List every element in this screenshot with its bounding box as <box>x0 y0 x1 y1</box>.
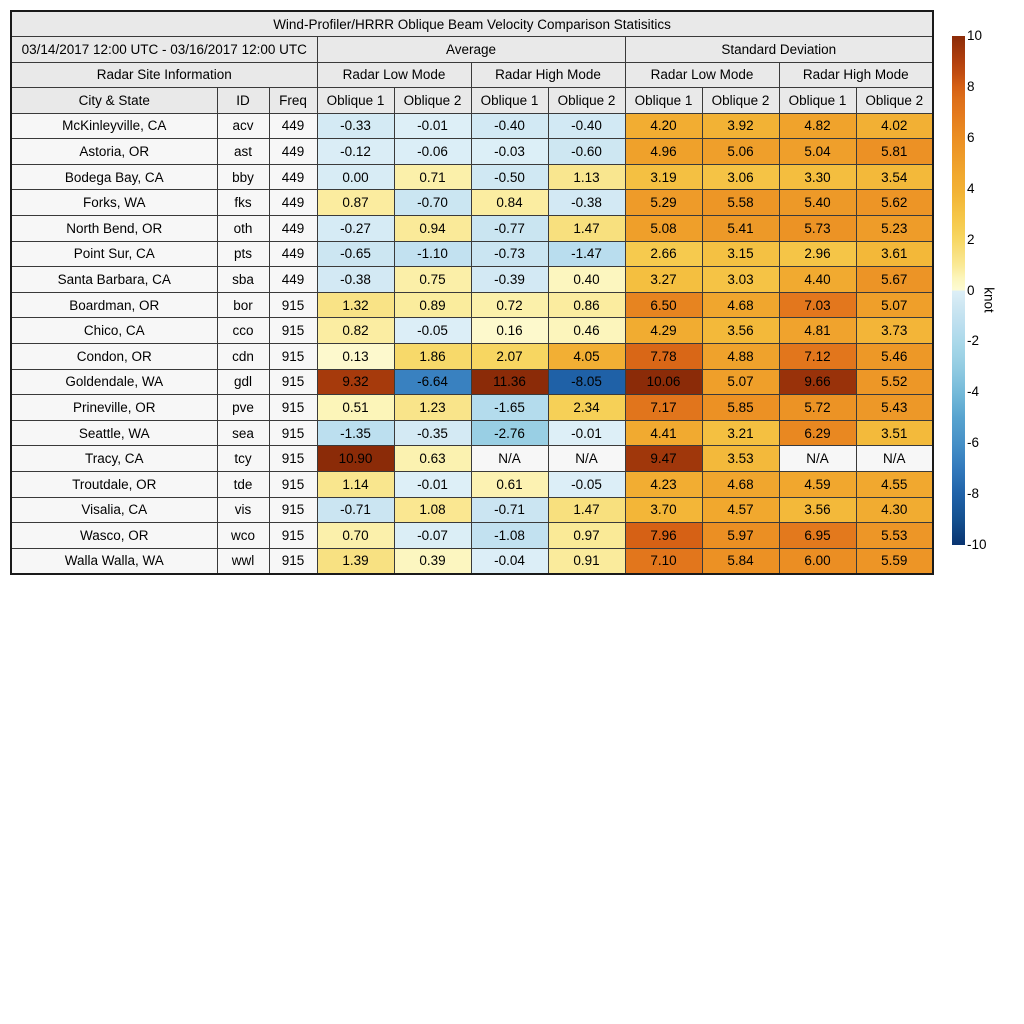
value-cell: 1.47 <box>548 497 625 523</box>
value-cell: 5.58 <box>702 190 779 216</box>
value-cell: 1.47 <box>548 215 625 241</box>
table-row <box>11 343 933 369</box>
value-cell: -0.04 <box>471 548 548 574</box>
value-cell: -0.33 <box>317 113 394 139</box>
colorbar-unit-label: knot <box>981 287 997 313</box>
value-cell: 0.91 <box>548 548 625 574</box>
value-cell: 1.32 <box>317 292 394 318</box>
value-cell: 4.81 <box>779 318 856 344</box>
std-dev-group-header: Standard Deviation <box>625 37 933 63</box>
value-cell: 0.82 <box>317 318 394 344</box>
value-cell: 7.17 <box>625 395 702 421</box>
id-cell: wco <box>217 523 269 549</box>
value-cell: 3.27 <box>625 267 702 293</box>
value-cell: N/A <box>779 446 856 472</box>
value-cell: 0.94 <box>394 215 471 241</box>
city-cell: Prineville, OR <box>11 395 217 421</box>
value-cell: 9.66 <box>779 369 856 395</box>
colorbar-tick-label: -10 <box>967 537 987 552</box>
value-cell: -0.01 <box>394 472 471 498</box>
value-cell: 0.40 <box>548 267 625 293</box>
id-cell: tcy <box>217 446 269 472</box>
value-cell: 0.46 <box>548 318 625 344</box>
value-cell: 0.84 <box>471 190 548 216</box>
value-cell: 2.96 <box>779 241 856 267</box>
value-cell: 3.21 <box>702 420 779 446</box>
freq-cell: 449 <box>269 241 317 267</box>
table-row <box>11 548 933 574</box>
value-cell: 5.53 <box>856 523 933 549</box>
value-cell: 1.86 <box>394 343 471 369</box>
colorbar-tick-label: 8 <box>967 78 975 94</box>
id-cell: fks <box>217 190 269 216</box>
col-header-oblique1: Oblique 1 <box>779 88 856 114</box>
value-cell: 1.39 <box>317 548 394 574</box>
table-title: Wind-Profiler/HRRR Oblique Beam Velocity Comparison Statisitics <box>11 11 933 37</box>
freq-cell: 915 <box>269 497 317 523</box>
colorbar-tick-label: -6 <box>967 435 980 451</box>
value-cell: -0.38 <box>317 267 394 293</box>
freq-cell: 915 <box>269 318 317 344</box>
colorbar-tick-label: 4 <box>967 180 975 196</box>
value-cell: 10.90 <box>317 446 394 472</box>
value-cell: 4.02 <box>856 113 933 139</box>
table-row <box>11 446 933 472</box>
table-row <box>11 420 933 446</box>
value-cell: -0.60 <box>548 139 625 165</box>
freq-cell: 449 <box>269 190 317 216</box>
value-cell: 3.54 <box>856 164 933 190</box>
value-cell: 4.68 <box>702 292 779 318</box>
city-cell: Visalia, CA <box>11 497 217 523</box>
value-cell: 7.96 <box>625 523 702 549</box>
table-row <box>11 395 933 421</box>
freq-cell: 915 <box>269 420 317 446</box>
value-cell: 4.20 <box>625 113 702 139</box>
value-cell: 0.75 <box>394 267 471 293</box>
city-cell: Boardman, OR <box>11 292 217 318</box>
city-cell: Bodega Bay, CA <box>11 164 217 190</box>
freq-cell: 915 <box>269 523 317 549</box>
city-cell: Goldendale, WA <box>11 369 217 395</box>
value-cell: -0.01 <box>394 113 471 139</box>
value-cell: 4.82 <box>779 113 856 139</box>
table-row <box>11 497 933 523</box>
city-cell: Santa Barbara, CA <box>11 267 217 293</box>
value-cell: -0.01 <box>548 420 625 446</box>
value-cell: 5.67 <box>856 267 933 293</box>
value-cell: -0.06 <box>394 139 471 165</box>
value-cell: 0.13 <box>317 343 394 369</box>
value-cell: -1.10 <box>394 241 471 267</box>
value-cell: 4.29 <box>625 318 702 344</box>
id-cell: bby <box>217 164 269 190</box>
value-cell: 4.68 <box>702 472 779 498</box>
value-cell: -2.76 <box>471 420 548 446</box>
value-cell: 0.86 <box>548 292 625 318</box>
value-cell: 2.07 <box>471 343 548 369</box>
value-cell: 1.13 <box>548 164 625 190</box>
id-cell: cdn <box>217 343 269 369</box>
value-cell: -1.35 <box>317 420 394 446</box>
freq-cell: 449 <box>269 215 317 241</box>
id-cell: pts <box>217 241 269 267</box>
value-cell: 4.55 <box>856 472 933 498</box>
value-cell: 3.73 <box>856 318 933 344</box>
value-cell: 7.10 <box>625 548 702 574</box>
value-cell: 5.43 <box>856 395 933 421</box>
value-cell: 4.88 <box>702 343 779 369</box>
value-cell: 3.56 <box>702 318 779 344</box>
value-cell: 5.07 <box>702 369 779 395</box>
value-cell: 5.73 <box>779 215 856 241</box>
value-cell: -0.05 <box>394 318 471 344</box>
col-header-city: City & State <box>11 88 217 114</box>
value-cell: 5.40 <box>779 190 856 216</box>
col-header-oblique2: Oblique 2 <box>856 88 933 114</box>
table-row <box>11 164 933 190</box>
value-cell: 0.51 <box>317 395 394 421</box>
value-cell: -0.77 <box>471 215 548 241</box>
value-cell: 4.40 <box>779 267 856 293</box>
value-cell: -8.05 <box>548 369 625 395</box>
id-cell: acv <box>217 113 269 139</box>
value-cell: -0.50 <box>471 164 548 190</box>
value-cell: 0.39 <box>394 548 471 574</box>
value-cell: 6.50 <box>625 292 702 318</box>
freq-cell: 915 <box>269 446 317 472</box>
value-cell: 5.29 <box>625 190 702 216</box>
value-cell: 3.03 <box>702 267 779 293</box>
value-cell: N/A <box>856 446 933 472</box>
value-cell: 6.29 <box>779 420 856 446</box>
value-cell: 5.46 <box>856 343 933 369</box>
comparison-table <box>10 10 934 575</box>
city-cell: McKinleyville, CA <box>11 113 217 139</box>
value-cell: -0.70 <box>394 190 471 216</box>
value-cell: -0.27 <box>317 215 394 241</box>
value-cell: 5.08 <box>625 215 702 241</box>
table-row <box>11 318 933 344</box>
freq-cell: 915 <box>269 395 317 421</box>
freq-cell: 915 <box>269 343 317 369</box>
id-cell: cco <box>217 318 269 344</box>
value-cell: -1.08 <box>471 523 548 549</box>
value-cell: 6.95 <box>779 523 856 549</box>
value-cell: 11.36 <box>471 369 548 395</box>
value-cell: -0.71 <box>471 497 548 523</box>
value-cell: -0.73 <box>471 241 548 267</box>
value-cell: N/A <box>548 446 625 472</box>
value-cell: 0.63 <box>394 446 471 472</box>
avg-low-mode-header: Radar Low Mode <box>317 62 471 88</box>
city-cell: Astoria, OR <box>11 139 217 165</box>
value-cell: 0.89 <box>394 292 471 318</box>
col-header-id: ID <box>217 88 269 114</box>
value-cell: 5.72 <box>779 395 856 421</box>
value-cell: 5.04 <box>779 139 856 165</box>
col-header-oblique1: Oblique 1 <box>471 88 548 114</box>
colorbar-gradient <box>952 36 965 545</box>
table-row <box>11 369 933 395</box>
value-cell: 9.47 <box>625 446 702 472</box>
table-row <box>11 523 933 549</box>
std-high-mode-header: Radar High Mode <box>779 62 933 88</box>
value-cell: 5.41 <box>702 215 779 241</box>
value-cell: 5.07 <box>856 292 933 318</box>
id-cell: bor <box>217 292 269 318</box>
id-cell: ast <box>217 139 269 165</box>
city-cell: Point Sur, CA <box>11 241 217 267</box>
id-cell: sba <box>217 267 269 293</box>
freq-cell: 915 <box>269 472 317 498</box>
table-row <box>11 292 933 318</box>
value-cell: -0.12 <box>317 139 394 165</box>
freq-cell: 915 <box>269 292 317 318</box>
value-cell: -1.65 <box>471 395 548 421</box>
value-cell: 5.97 <box>702 523 779 549</box>
city-cell: Forks, WA <box>11 190 217 216</box>
value-cell: 9.32 <box>317 369 394 395</box>
value-cell: 3.06 <box>702 164 779 190</box>
value-cell: 4.57 <box>702 497 779 523</box>
colorbar-tick-label: -2 <box>967 333 980 349</box>
value-cell: -0.38 <box>548 190 625 216</box>
table-row <box>11 267 933 293</box>
colorbar-tick-label: 10 <box>967 28 983 43</box>
value-cell: 2.66 <box>625 241 702 267</box>
table-row <box>11 215 933 241</box>
id-cell: tde <box>217 472 269 498</box>
value-cell: 5.85 <box>702 395 779 421</box>
value-cell: 7.12 <box>779 343 856 369</box>
value-cell: -6.64 <box>394 369 471 395</box>
value-cell: 0.61 <box>471 472 548 498</box>
table-row <box>11 241 933 267</box>
average-group-header: Average <box>317 37 625 63</box>
value-cell: -0.39 <box>471 267 548 293</box>
freq-cell: 915 <box>269 369 317 395</box>
table-row <box>11 113 933 139</box>
city-cell: Tracy, CA <box>11 446 217 472</box>
value-cell: 5.52 <box>856 369 933 395</box>
col-header-oblique2: Oblique 2 <box>702 88 779 114</box>
value-cell: 3.15 <box>702 241 779 267</box>
value-cell: -0.71 <box>317 497 394 523</box>
col-header-oblique1: Oblique 1 <box>317 88 394 114</box>
value-cell: -0.07 <box>394 523 471 549</box>
value-cell: 7.03 <box>779 292 856 318</box>
std-low-mode-header: Radar Low Mode <box>625 62 779 88</box>
value-cell: 7.78 <box>625 343 702 369</box>
table-row <box>11 472 933 498</box>
colorbar-tick-label: -4 <box>967 384 980 400</box>
value-cell: 0.87 <box>317 190 394 216</box>
value-cell: -0.03 <box>471 139 548 165</box>
freq-cell: 449 <box>269 267 317 293</box>
value-cell: 2.34 <box>548 395 625 421</box>
value-cell: 3.70 <box>625 497 702 523</box>
id-cell: pve <box>217 395 269 421</box>
value-cell: 3.19 <box>625 164 702 190</box>
col-header-oblique2: Oblique 2 <box>548 88 625 114</box>
colorbar-tick-label: -8 <box>967 486 980 502</box>
value-cell: 0.97 <box>548 523 625 549</box>
value-cell: 1.23 <box>394 395 471 421</box>
city-cell: Troutdale, OR <box>11 472 217 498</box>
value-cell: 5.81 <box>856 139 933 165</box>
id-cell: oth <box>217 215 269 241</box>
value-cell: 3.53 <box>702 446 779 472</box>
value-cell: 3.61 <box>856 241 933 267</box>
value-cell: 5.59 <box>856 548 933 574</box>
col-header-freq: Freq <box>269 88 317 114</box>
value-cell: 4.23 <box>625 472 702 498</box>
value-cell: 4.96 <box>625 139 702 165</box>
value-cell: 4.59 <box>779 472 856 498</box>
city-cell: Chico, CA <box>11 318 217 344</box>
col-header-oblique1: Oblique 1 <box>625 88 702 114</box>
freq-cell: 449 <box>269 113 317 139</box>
value-cell: 10.06 <box>625 369 702 395</box>
freq-cell: 915 <box>269 548 317 574</box>
colorbar-tick-label: 2 <box>967 231 975 247</box>
table-row <box>11 190 933 216</box>
value-cell: 3.30 <box>779 164 856 190</box>
col-header-oblique2: Oblique 2 <box>394 88 471 114</box>
value-cell: 0.71 <box>394 164 471 190</box>
freq-cell: 449 <box>269 164 317 190</box>
id-cell: gdl <box>217 369 269 395</box>
value-cell: 6.00 <box>779 548 856 574</box>
value-cell: -0.05 <box>548 472 625 498</box>
value-cell: 4.41 <box>625 420 702 446</box>
value-cell: 5.62 <box>856 190 933 216</box>
value-cell: 1.08 <box>394 497 471 523</box>
date-range: 03/14/2017 12:00 UTC - 03/16/2017 12:00 UTC <box>11 37 317 63</box>
value-cell: 5.23 <box>856 215 933 241</box>
avg-high-mode-header: Radar High Mode <box>471 62 625 88</box>
value-cell: -0.35 <box>394 420 471 446</box>
colorbar-tick-label: 0 <box>967 282 975 298</box>
table-row <box>11 139 933 165</box>
value-cell: 5.84 <box>702 548 779 574</box>
city-cell: Wasco, OR <box>11 523 217 549</box>
city-cell: Condon, OR <box>11 343 217 369</box>
value-cell: 3.92 <box>702 113 779 139</box>
value-cell: 3.56 <box>779 497 856 523</box>
city-cell: Seattle, WA <box>11 420 217 446</box>
value-cell: -0.40 <box>548 113 625 139</box>
value-cell: 3.51 <box>856 420 933 446</box>
value-cell: -1.47 <box>548 241 625 267</box>
id-cell: wwl <box>217 548 269 574</box>
id-cell: vis <box>217 497 269 523</box>
value-cell: 0.00 <box>317 164 394 190</box>
value-cell: N/A <box>471 446 548 472</box>
value-cell: 0.16 <box>471 318 548 344</box>
value-cell: 0.72 <box>471 292 548 318</box>
value-cell: 4.30 <box>856 497 933 523</box>
value-cell: 5.06 <box>702 139 779 165</box>
site-info-header: Radar Site Information <box>11 62 317 88</box>
freq-cell: 449 <box>269 139 317 165</box>
id-cell: sea <box>217 420 269 446</box>
value-cell: -0.40 <box>471 113 548 139</box>
city-cell: North Bend, OR <box>11 215 217 241</box>
value-cell: -0.65 <box>317 241 394 267</box>
value-cell: 1.14 <box>317 472 394 498</box>
colorbar-tick-label: 6 <box>967 129 975 145</box>
value-cell: 4.05 <box>548 343 625 369</box>
city-cell: Walla Walla, WA <box>11 548 217 574</box>
value-cell: 0.70 <box>317 523 394 549</box>
